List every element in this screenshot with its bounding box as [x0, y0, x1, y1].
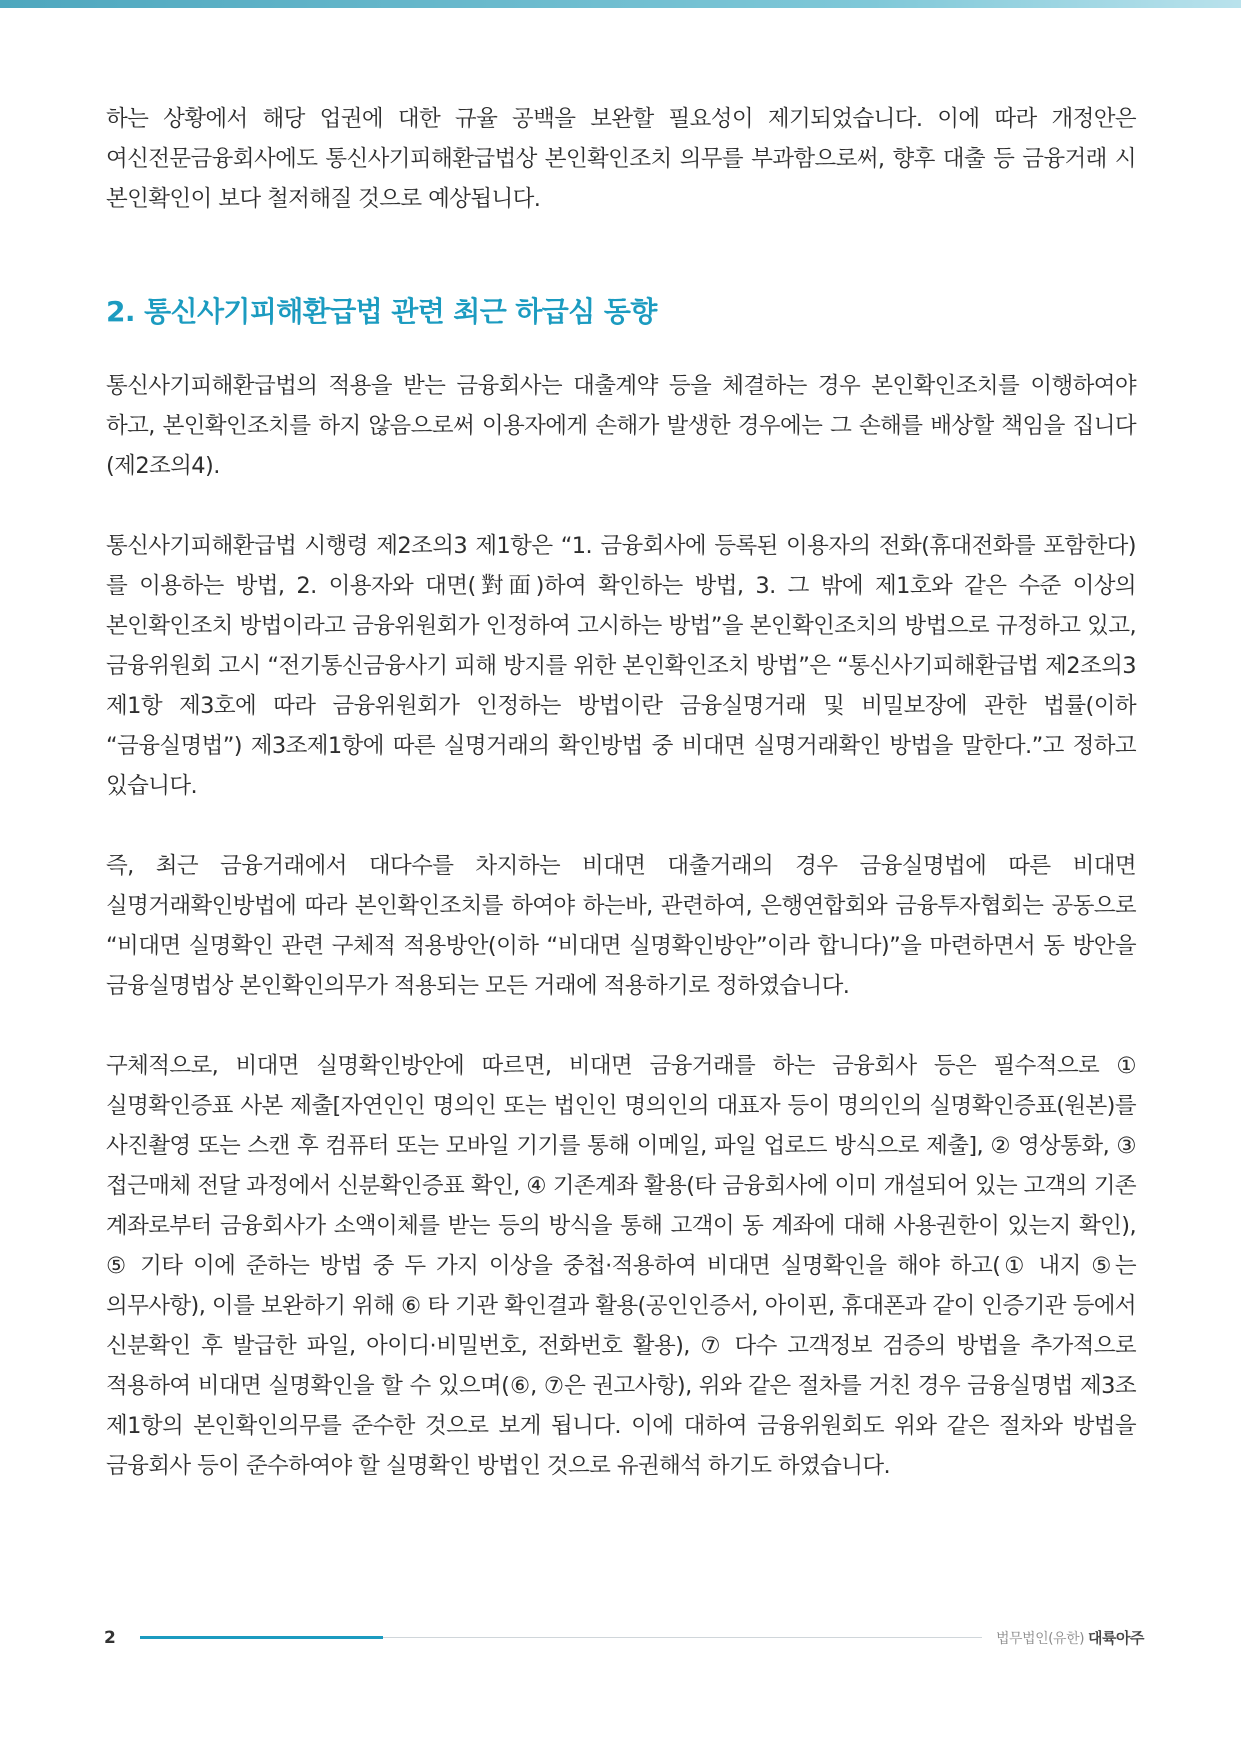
footer-divider-accent: [140, 1636, 383, 1639]
firm-name: 대륙아주: [1088, 1629, 1144, 1647]
body-paragraph-verification-methods: 구체적으로, 비대면 실명확인방안에 따르면, 비대면 금융거래를 하는 금융회사 등은 필수적으로 ① 실명확인증표 사본 제출[자연인인 명의인 또는 법인인 명의인의 대표자 등이 명의인의 실명확인증표(원본)를 사진촬영 또는 스캔 후 컴퓨터 또는 모바일 기기를 통해 이메일, 파일 업로드 방식으로 제출], ② 영상통화, ③ 접근매체 전달 과정에서 신분확인증표 확인, ④ 기존계좌 활용(타 금융회사에 이미 개설되어 있는 고객의 기존 계좌로부터 금융회사가 소액이체를 받는 등의 방식을 통해 고객이 동 계좌에 대해 사용권한이 있는지 확인), ⑤ 기타 이에 준하는 방법 중 두 가지 이상을 중첩·적용하여 비대면 실명확인을 해야 하고(① 내지 ⑤는 의무사항), 이를 보완하기 위해 ⑥ 타 기관 확인결과 활용(공인인증서, 아이핀, 휴대폰과 같이 인증기관 등에서 신분확인 후 발급한 파일, 아이디·비밀번호, 전화번호 활용), ⑦ 다수 고객정보 검증의 방법을 추가적으로 적용하여 비대면 실명확인을 할 수 있으며(⑥, ⑦은 권고사항), 위와 같은 절차를 거친 경우 금융실명법 제3조 제1항의 본인확인의무를 준수한 것으로 보게 됩니다. 이에 대하여 금융위원회도 위와 같은 절차와 방법을 금융회사 등이 준수하여야 할 실명확인 방법인 것으로 유권해석 하기도 하였습니다.: [106, 1053, 1136, 1479]
firm-prefix: 법무법인(유한): [996, 1631, 1085, 1647]
body-paragraph-continued: 하는 상황에서 해당 업권에 대한 규율 공백을 보완할 필요성이 제기되었습니다. 이에 따라 개정안은 여신전문금융회사에도 통신사기피해환급법상 본인확인조치 의무를 부과함으로써, 향후 대출 등 금융거래 시 본인확인이 보다 철저해질 것으로 예상됩니다.: [106, 106, 1136, 212]
body-paragraph-non-face-to-face: 즉, 최근 금융거래에서 대다수를 차지하는 비대면 대출거래의 경우 금융실명법에 따른 비대면 실명거래확인방법에 따라 본인확인조치를 하여야 하는바, 관련하여, 은행연합회와 금융투자협회는 공동으로 “비대면 실명확인 관련 구체적 적용방안(이하 “비대면 실명확인방안”이라 합니다)”을 마련하면서 동 방안을 금융실명법상 본인확인의무가 적용되는 모든 거래에 적용하기로 정하였습니다.: [106, 853, 1136, 999]
body-paragraph-liability: 통신사기피해환급법의 적용을 받는 금융회사는 대출계약 등을 체결하는 경우 본인확인조치를 이행하여야 하고, 본인확인조치를 하지 않음으로써 이용자에게 손해가 발생한 경우에는 그 손해를 배상할 책임을 집니다(제2조의4).: [106, 373, 1136, 479]
footer-firm-name: [996, 1628, 1144, 1649]
section-heading: 2. 통신사기피해환급법 관련 최근 하급심 동향: [106, 295, 657, 328]
body-paragraph-enforcement-decree: 통신사기피해환급법 시행령 제2조의3 제1항은 “1. 금융회사에 등록된 이용자의 전화(휴대전화를 포함한다)를 이용하는 방법, 2. 이용자와 대면(對面)하여 확인하는 방법, 3. 그 밖에 제1호와 같은 수준 이상의 본인확인조치 방법이라고 금융위원회가 인정하여 고시하는 방법”을 본인확인조치의 방법으로 규정하고 있고, 금융위원회 고시 “전기통신금융사기 피해 방지를 위한 본인확인조치 방법”은 “통신사기피해환급법 제2조의3 제1항 제3호에 따라 금융위원회가 인정하는 방법이란 금융실명거래 및 비밀보장에 관한 법률(이하 “금융실명법”) 제3조제1항에 따른 실명거래의 확인방법 중 비대면 실명거래확인 방법을 말한다.”고 정하고 있습니다.: [106, 533, 1136, 799]
page-number: 2: [104, 1628, 116, 1648]
top-accent-bar: [0, 0, 1241, 8]
document-body: [106, 99, 1136, 1486]
